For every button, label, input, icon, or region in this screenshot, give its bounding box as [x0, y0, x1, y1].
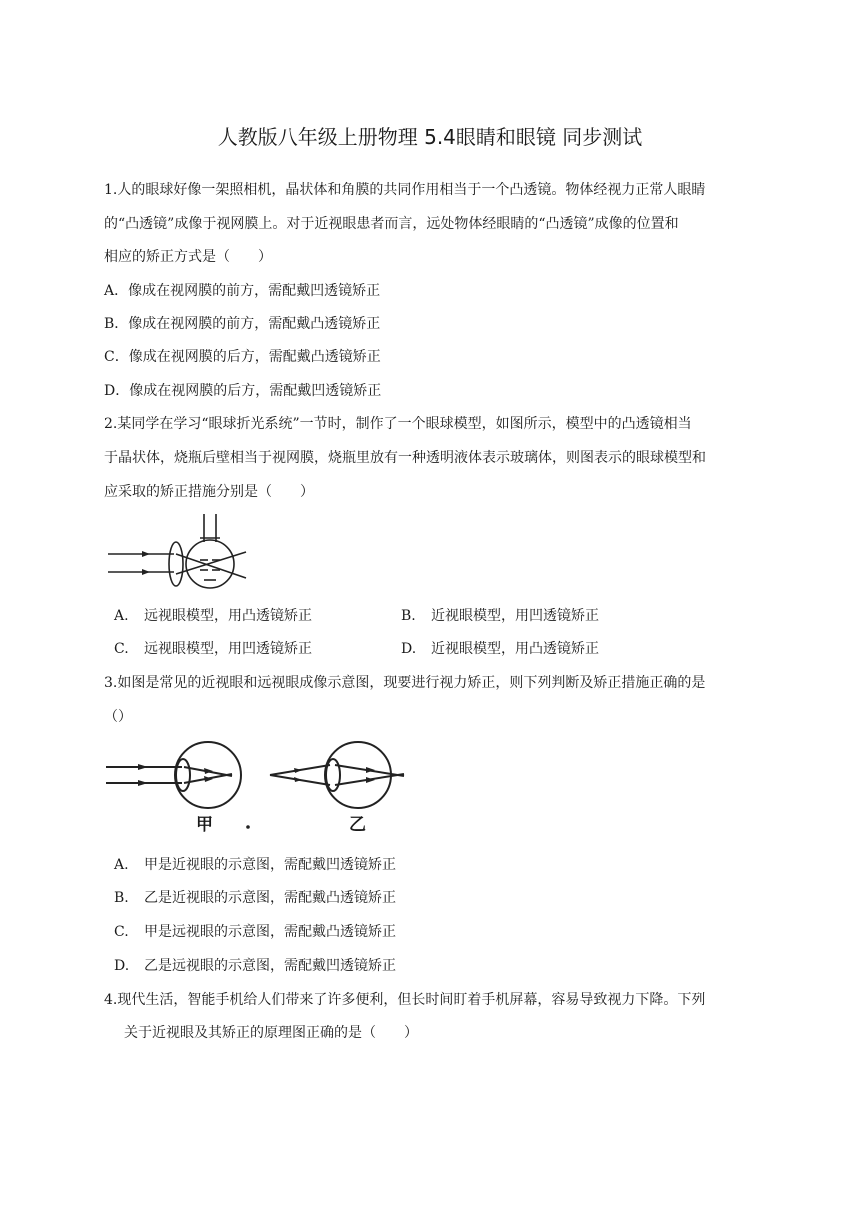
q3-option-c-text: 甲是远视眼的示意图，需配戴凸透镜矫正: [144, 924, 396, 940]
q3-line-1: 3.如图是常见的近视眼和远视眼成像示意图，现要进行视力矫正，则下列判断及矫正措施正确的是: [104, 675, 706, 691]
eye-model-flask-figure: [104, 512, 264, 592]
q2-line-3: 应采取的矫正措施分别是（ ）: [104, 484, 314, 500]
q3-option-d-letter: D.: [114, 958, 130, 974]
q2-option-a-letter: A.: [114, 608, 129, 624]
figure-label-yi: 乙: [349, 815, 366, 835]
figure-label-jia: 甲: [196, 815, 213, 835]
q3-option-d-text: 乙是远视眼的示意图，需配戴凹透镜矫正: [144, 958, 396, 974]
q4-line-1: 4.现代生活，智能手机给人们带来了许多便利，但长时间盯着手机屏幕，容易导致视力下降。下列: [104, 992, 706, 1008]
q1-line-3: 相应的矫正方式是（ ）: [104, 249, 272, 265]
q2-option-b-letter: B.: [401, 608, 416, 624]
q1-line-2: 的“凸透镜”成像于视网膜上。对于近视眼患者而言，远处物体经眼睛的“凸透镜”成像的位置和: [104, 216, 679, 232]
q1-line-1: 1.人的眼球好像一架照相机，晶状体和角膜的共同作用相当于一个凸透镜。物体经视力正常人眼睛: [104, 182, 706, 198]
q2-option-d-text: 近视眼模型，用凸透镜矫正: [431, 641, 599, 657]
q3-option-b-letter: B.: [114, 890, 129, 906]
eye-diagrams-figure: [104, 737, 414, 841]
q1-option-d: D．像成在视网膜的后方，需配戴凹透镜矫正: [104, 383, 382, 399]
q2-option-c-text: 远视眼模型，用凹透镜矫正: [144, 641, 312, 657]
q2-option-a-text: 远视眼模型，用凸透镜矫正: [144, 608, 312, 624]
q4-line-2: 关于近视眼及其矫正的原理图正确的是（ ）: [124, 1025, 418, 1041]
q3-option-b-text: 乙是近视眼的示意图，需配戴凸透镜矫正: [144, 890, 396, 906]
q1-option-b: B．像成在视网膜的前方，需配戴凸透镜矫正: [104, 316, 381, 332]
q2-option-c-letter: C.: [114, 641, 129, 657]
q3-option-a-text: 甲是近视眼的示意图，需配戴凹透镜矫正: [144, 857, 396, 873]
q1-option-c: C．像成在视网膜的后方，需配戴凸透镜矫正: [104, 349, 381, 365]
q2-option-d-letter: D.: [401, 641, 417, 657]
document-title: 人教版八年级上册物理 5.4眼睛和眼镜 同步测试: [217, 125, 643, 149]
q3-option-c-letter: C.: [114, 924, 129, 940]
q1-option-a: A．像成在视网膜的前方，需配戴凹透镜矫正: [104, 283, 381, 299]
q2-line-1: 2.某同学在学习“眼球折光系统”一节时，制作了一个眼球模型，如图所示，模型中的凸透镜相当: [104, 416, 692, 432]
q3-option-a-letter: A.: [114, 857, 129, 873]
q2-line-2: 于晶状体，烧瓶后壁相当于视网膜，烧瓶里放有一种透明液体表示玻璃体，则图表示的眼球模型和: [104, 450, 706, 466]
q3-line-2: （）: [104, 709, 132, 725]
q2-option-b-text: 近视眼模型，用凹透镜矫正: [431, 608, 599, 624]
